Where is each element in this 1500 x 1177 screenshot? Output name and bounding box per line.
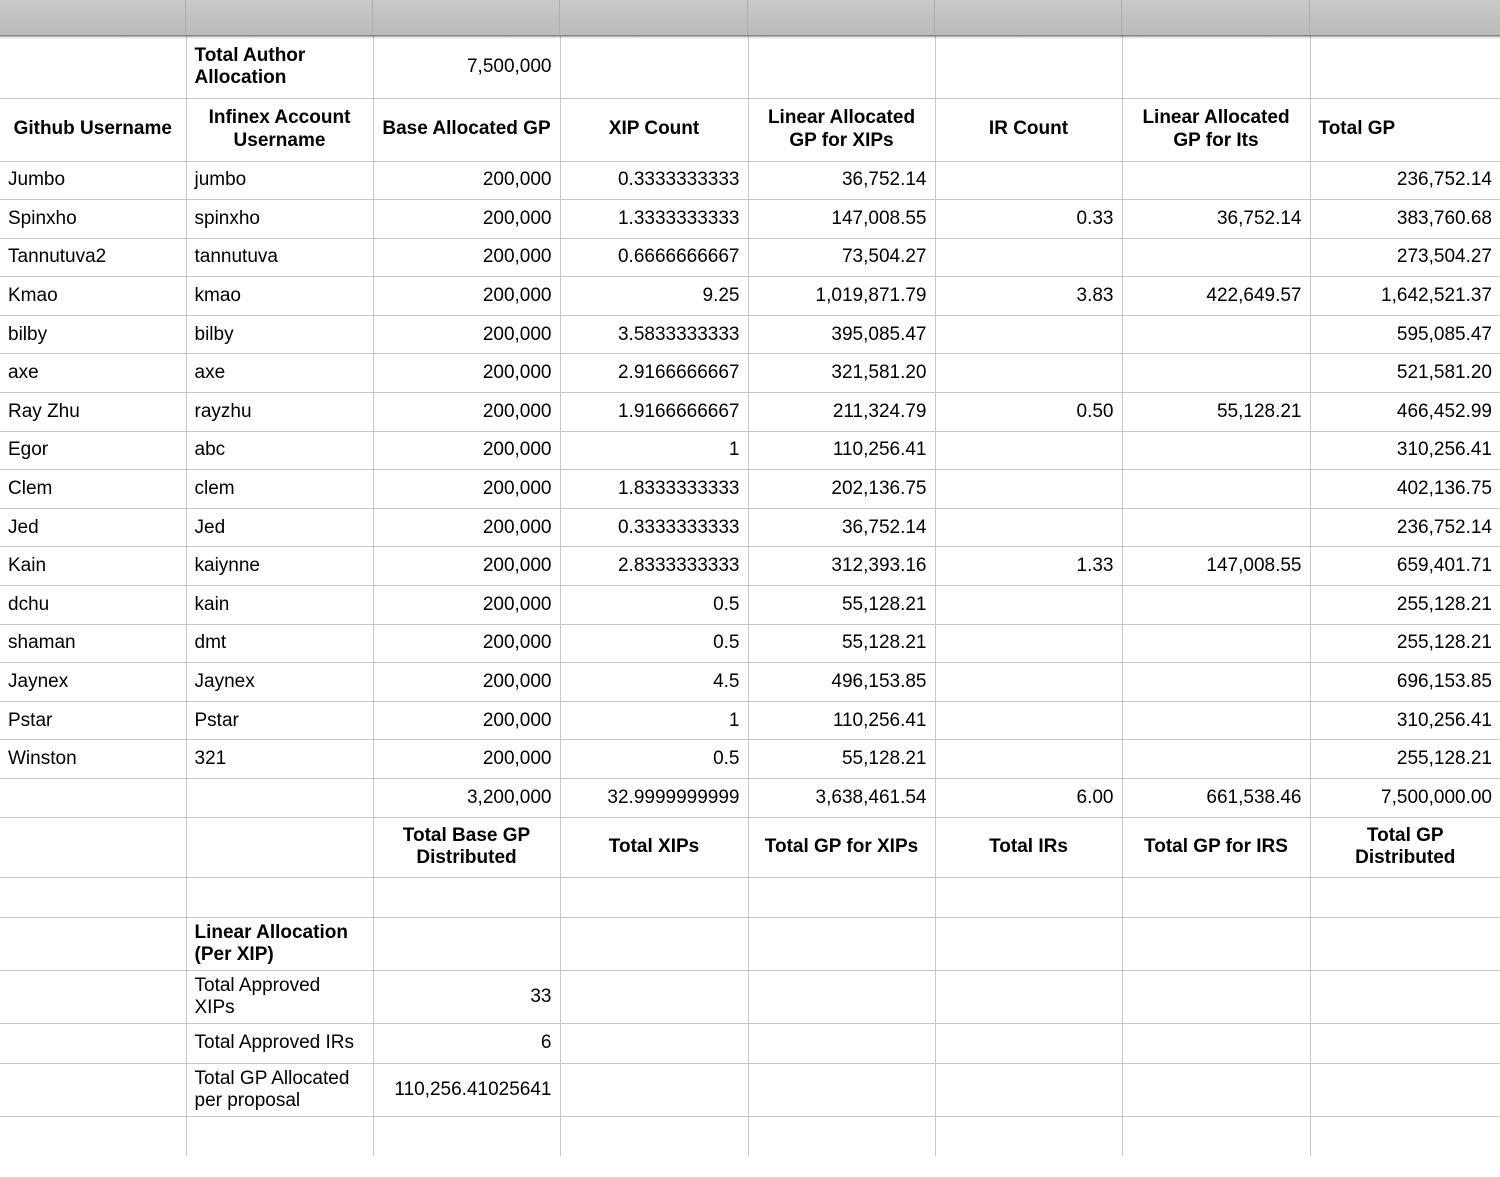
cell-github-username[interactable]: Kain (0, 547, 186, 586)
total-approved-irs-label[interactable]: Total Approved IRs (186, 1023, 373, 1063)
cell-base-allocated-gp[interactable]: 200,000 (373, 315, 560, 354)
cell-total-gp[interactable]: 383,760.68 (1310, 200, 1500, 239)
table-row (0, 354, 1500, 393)
empty-cell[interactable] (186, 877, 373, 917)
column-header-g[interactable] (1122, 0, 1310, 35)
empty-cell[interactable] (560, 36, 748, 98)
cell-infinex-username[interactable]: kmao (186, 277, 373, 316)
cell-ir-count[interactable] (935, 740, 1122, 779)
column-header-f[interactable] (935, 0, 1122, 35)
cell-github-username[interactable]: Ray Zhu (0, 393, 186, 432)
cell-linear-gp-irs[interactable] (1122, 740, 1310, 779)
column-header-c[interactable] (373, 0, 560, 35)
cell-xip-count[interactable]: 1.9166666667 (560, 393, 748, 432)
cell-github-username[interactable]: Egor (0, 431, 186, 470)
cell-total-gp[interactable]: 255,128.21 (1310, 586, 1500, 625)
header-github-username[interactable]: Github Username (0, 98, 186, 161)
empty-cell[interactable] (560, 917, 748, 970)
cell-ir-count[interactable] (935, 701, 1122, 740)
cell-total-gp[interactable]: 310,256.41 (1310, 701, 1500, 740)
cell-linear-gp-xips[interactable]: 110,256.41 (748, 431, 935, 470)
empty-cell[interactable] (748, 1116, 935, 1156)
cell-xip-count[interactable]: 0.5 (560, 740, 748, 779)
cell-xip-count[interactable]: 1 (560, 701, 748, 740)
cell-total-gp[interactable]: 236,752.14 (1310, 508, 1500, 547)
total-author-allocation-value[interactable]: 7,500,000 (373, 36, 560, 98)
cell-linear-gp-xips[interactable]: 55,128.21 (748, 586, 935, 625)
cell-xip-count[interactable]: 0.3333333333 (560, 161, 748, 200)
total-gp-per-proposal-row (0, 1063, 1500, 1116)
table-row (0, 701, 1500, 740)
empty-cell[interactable] (186, 1116, 373, 1156)
table-row (0, 161, 1500, 200)
rowhead-cell[interactable] (0, 779, 186, 818)
cell-ir-count[interactable] (935, 161, 1122, 200)
empty-cell[interactable] (935, 36, 1122, 98)
cell-ir-count[interactable] (935, 470, 1122, 509)
trailing-blank-row (0, 1116, 1500, 1156)
table-row (0, 547, 1500, 586)
empty-cell[interactable] (560, 1023, 748, 1063)
cell-linear-gp-xips[interactable]: 147,008.55 (748, 200, 935, 239)
totals-linear-gp-xips[interactable]: 3,638,461.54 (748, 779, 935, 818)
cell-linear-gp-xips[interactable]: 312,393.16 (748, 547, 935, 586)
cell-base-allocated-gp[interactable]: 200,000 (373, 547, 560, 586)
table-row (0, 200, 1500, 239)
column-header-strip (0, 0, 1500, 36)
cell-linear-gp-xips[interactable]: 1,019,871.79 (748, 277, 935, 316)
cell-infinex-username[interactable]: tannutuva (186, 238, 373, 277)
cell-infinex-username[interactable]: bilby (186, 315, 373, 354)
table-row (0, 663, 1500, 702)
rowhead-cell[interactable] (0, 917, 186, 970)
cell-total-gp[interactable]: 255,128.21 (1310, 624, 1500, 663)
empty-cell[interactable] (1310, 970, 1500, 1023)
total-approved-irs-row (0, 1023, 1500, 1063)
cell-total-gp[interactable]: 1,642,521.37 (1310, 277, 1500, 316)
header-infinex-username[interactable]: Infinex Account Username (186, 98, 373, 161)
empty-cell[interactable] (748, 877, 935, 917)
cell-infinex-username[interactable]: abc (186, 431, 373, 470)
cell-xip-count[interactable]: 0.3333333333 (560, 508, 748, 547)
cell-github-username[interactable]: Winston (0, 740, 186, 779)
empty-cell[interactable] (748, 1023, 935, 1063)
empty-cell[interactable] (748, 917, 935, 970)
cell-github-username[interactable]: axe (0, 354, 186, 393)
header-ir-count[interactable]: IR Count (935, 98, 1122, 161)
cell-total-gp[interactable]: 466,452.99 (1310, 393, 1500, 432)
cell-linear-gp-irs[interactable] (1122, 431, 1310, 470)
cell-linear-gp-xips[interactable]: 36,752.14 (748, 508, 935, 547)
rowhead-cell[interactable] (0, 1063, 186, 1116)
totals-label-total-gp-for-xips[interactable]: Total GP for XIPs (748, 817, 935, 877)
cell-base-allocated-gp[interactable]: 200,000 (373, 393, 560, 432)
total-approved-irs-value[interactable]: 6 (373, 1023, 560, 1063)
empty-cell[interactable] (1310, 917, 1500, 970)
rowhead-cell[interactable] (0, 817, 186, 877)
cell-base-allocated-gp[interactable]: 200,000 (373, 238, 560, 277)
cell-xip-count[interactable]: 1 (560, 431, 748, 470)
table-row (0, 624, 1500, 663)
cell-ir-count[interactable] (935, 663, 1122, 702)
rowhead-cell[interactable] (0, 1116, 186, 1156)
empty-cell[interactable] (935, 1116, 1122, 1156)
cell-total-gp[interactable]: 521,581.20 (1310, 354, 1500, 393)
empty-cell[interactable] (1122, 36, 1310, 98)
empty-cell[interactable] (1310, 1023, 1500, 1063)
rowhead-cell[interactable] (0, 36, 186, 98)
total-approved-xips-label[interactable]: Total Approved XIPs (186, 970, 373, 1023)
rowhead-cell[interactable] (0, 970, 186, 1023)
totals-base-allocated-gp[interactable]: 3,200,000 (373, 779, 560, 818)
cell-linear-gp-irs[interactable] (1122, 161, 1310, 200)
cell-ir-count[interactable]: 3.83 (935, 277, 1122, 316)
cell-linear-gp-irs[interactable] (1122, 315, 1310, 354)
cell-base-allocated-gp[interactable]: 200,000 (373, 161, 560, 200)
cell-linear-gp-xips[interactable]: 73,504.27 (748, 238, 935, 277)
cell-linear-gp-xips[interactable]: 36,752.14 (748, 161, 935, 200)
empty-cell[interactable] (1310, 1116, 1500, 1156)
totals-label-base-gp-distributed[interactable]: Total Base GP Distributed (373, 817, 560, 877)
empty-cell[interactable] (935, 970, 1122, 1023)
table-row (0, 277, 1500, 316)
spacer-row (0, 877, 1500, 917)
cell-xip-count[interactable]: 0.5 (560, 624, 748, 663)
cell-github-username[interactable]: Clem (0, 470, 186, 509)
empty-cell[interactable] (1122, 1023, 1310, 1063)
totals-linear-gp-irs[interactable]: 661,538.46 (1122, 779, 1310, 818)
cell-ir-count[interactable] (935, 586, 1122, 625)
cell-ir-count[interactable]: 0.50 (935, 393, 1122, 432)
empty-cell[interactable] (373, 877, 560, 917)
cell-linear-gp-irs[interactable]: 147,008.55 (1122, 547, 1310, 586)
empty-cell[interactable] (935, 1063, 1122, 1116)
cell-infinex-username[interactable]: clem (186, 470, 373, 509)
cell-linear-gp-xips[interactable]: 321,581.20 (748, 354, 935, 393)
empty-cell[interactable] (1310, 877, 1500, 917)
cell-base-allocated-gp[interactable]: 200,000 (373, 431, 560, 470)
totals-label-total-gp-for-irs[interactable]: Total GP for IRS (1122, 817, 1310, 877)
cell-linear-gp-irs[interactable] (1122, 470, 1310, 509)
empty-cell[interactable] (935, 1023, 1122, 1063)
cell-infinex-username[interactable]: kaiynne (186, 547, 373, 586)
header-linear-gp-xips[interactable]: Linear Allocated GP for XIPs (748, 98, 935, 161)
empty-cell[interactable] (560, 970, 748, 1023)
cell-base-allocated-gp[interactable]: 200,000 (373, 508, 560, 547)
totals-infinex-username[interactable] (186, 779, 373, 818)
cell-infinex-username[interactable]: Jed (186, 508, 373, 547)
header-xip-count[interactable]: XIP Count (560, 98, 748, 161)
cell-linear-gp-xips[interactable]: 211,324.79 (748, 393, 935, 432)
cell-total-gp[interactable]: 402,136.75 (1310, 470, 1500, 509)
rowhead-cell[interactable] (0, 1023, 186, 1063)
cell-infinex-username[interactable]: Pstar (186, 701, 373, 740)
table-header-row (0, 98, 1500, 161)
cell-xip-count[interactable]: 4.5 (560, 663, 748, 702)
cell-total-gp[interactable]: 659,401.71 (1310, 547, 1500, 586)
empty-cell[interactable] (935, 917, 1122, 970)
cell-infinex-username[interactable]: 321 (186, 740, 373, 779)
totals-values-row (0, 779, 1500, 818)
cell-total-gp[interactable]: 236,752.14 (1310, 161, 1500, 200)
empty-cell[interactable] (1122, 970, 1310, 1023)
empty-cell[interactable] (1122, 1063, 1310, 1116)
cell-xip-count[interactable]: 2.9166666667 (560, 354, 748, 393)
cell-github-username[interactable]: Spinxho (0, 200, 186, 239)
cell-base-allocated-gp[interactable]: 200,000 (373, 200, 560, 239)
header-base-allocated-gp[interactable]: Base Allocated GP (373, 98, 560, 161)
column-header-a[interactable] (0, 0, 186, 35)
cell-total-gp[interactable]: 273,504.27 (1310, 238, 1500, 277)
totals-xip-count[interactable]: 32.9999999999 (560, 779, 748, 818)
cell-ir-count[interactable] (935, 354, 1122, 393)
cell-xip-count[interactable]: 2.8333333333 (560, 547, 748, 586)
totals-label-total-gp-distributed[interactable]: Total GP Distributed (1310, 817, 1500, 877)
cell-base-allocated-gp[interactable]: 200,000 (373, 740, 560, 779)
cell-linear-gp-xips[interactable]: 55,128.21 (748, 624, 935, 663)
table-row (0, 315, 1500, 354)
totals-label-infinex-username[interactable] (186, 817, 373, 877)
total-approved-xips-value[interactable]: 33 (373, 970, 560, 1023)
table-row (0, 431, 1500, 470)
cell-xip-count[interactable]: 0.6666666667 (560, 238, 748, 277)
cell-github-username[interactable]: Jumbo (0, 161, 186, 200)
cell-base-allocated-gp[interactable]: 200,000 (373, 470, 560, 509)
empty-cell[interactable] (373, 1116, 560, 1156)
cell-ir-count[interactable]: 0.33 (935, 200, 1122, 239)
total-gp-per-proposal-label[interactable]: Total GP Allocated per proposal (186, 1063, 373, 1116)
cell-linear-gp-irs[interactable] (1122, 701, 1310, 740)
empty-cell[interactable] (748, 36, 935, 98)
empty-cell[interactable] (748, 1063, 935, 1116)
cell-linear-gp-irs[interactable] (1122, 354, 1310, 393)
empty-cell[interactable] (748, 970, 935, 1023)
column-header-h[interactable] (1310, 0, 1500, 35)
table-row (0, 393, 1500, 432)
cell-linear-gp-irs[interactable] (1122, 663, 1310, 702)
cell-total-gp[interactable]: 696,153.85 (1310, 663, 1500, 702)
cell-base-allocated-gp[interactable]: 200,000 (373, 277, 560, 316)
cell-linear-gp-irs[interactable] (1122, 624, 1310, 663)
cell-xip-count[interactable]: 1.3333333333 (560, 200, 748, 239)
cell-github-username[interactable]: bilby (0, 315, 186, 354)
total-author-allocation-row (0, 36, 1500, 98)
linear-allocation-title-row (0, 917, 1500, 970)
total-gp-per-proposal-value[interactable]: 110,256.41025641 (373, 1063, 560, 1116)
cell-base-allocated-gp[interactable]: 200,000 (373, 624, 560, 663)
empty-cell[interactable] (373, 917, 560, 970)
cell-ir-count[interactable] (935, 238, 1122, 277)
cell-github-username[interactable]: Jed (0, 508, 186, 547)
empty-cell[interactable] (560, 1063, 748, 1116)
totals-labels-row (0, 817, 1500, 877)
cell-github-username[interactable]: Kmao (0, 277, 186, 316)
cell-linear-gp-irs[interactable] (1122, 508, 1310, 547)
table-row (0, 586, 1500, 625)
cell-linear-gp-xips[interactable]: 55,128.21 (748, 740, 935, 779)
cell-base-allocated-gp[interactable]: 200,000 (373, 586, 560, 625)
cell-ir-count[interactable] (935, 624, 1122, 663)
cell-ir-count[interactable] (935, 508, 1122, 547)
cell-linear-gp-xips[interactable]: 202,136.75 (748, 470, 935, 509)
cell-xip-count[interactable]: 9.25 (560, 277, 748, 316)
table-row (0, 740, 1500, 779)
cell-linear-gp-irs[interactable]: 55,128.21 (1122, 393, 1310, 432)
empty-cell[interactable] (1310, 1063, 1500, 1116)
totals-label-total-irs[interactable]: Total IRs (935, 817, 1122, 877)
cell-infinex-username[interactable]: axe (186, 354, 373, 393)
cell-ir-count[interactable] (935, 315, 1122, 354)
cell-github-username[interactable]: shaman (0, 624, 186, 663)
rowhead-cell[interactable] (0, 877, 186, 917)
cell-total-gp[interactable]: 255,128.21 (1310, 740, 1500, 779)
header-total-gp[interactable]: Total GP (1310, 98, 1500, 161)
cell-base-allocated-gp[interactable]: 200,000 (373, 354, 560, 393)
cell-base-allocated-gp[interactable]: 200,000 (373, 701, 560, 740)
table-row (0, 508, 1500, 547)
linear-allocation-title[interactable]: Linear Allocation (Per XIP) (186, 917, 373, 970)
totals-label-total-xips[interactable]: Total XIPs (560, 817, 748, 877)
cell-github-username[interactable]: Tannutuva2 (0, 238, 186, 277)
cell-infinex-username[interactable]: spinxho (186, 200, 373, 239)
cell-xip-count[interactable]: 1.8333333333 (560, 470, 748, 509)
empty-cell[interactable] (560, 877, 748, 917)
cell-linear-gp-irs[interactable]: 422,649.57 (1122, 277, 1310, 316)
column-header-d[interactable] (560, 0, 748, 35)
totals-ir-count[interactable]: 6.00 (935, 779, 1122, 818)
cell-total-gp[interactable]: 310,256.41 (1310, 431, 1500, 470)
cell-xip-count[interactable]: 0.5 (560, 586, 748, 625)
header-linear-gp-irs[interactable]: Linear Allocated GP for Its (1122, 98, 1310, 161)
empty-cell[interactable] (560, 1116, 748, 1156)
cell-github-username[interactable]: Pstar (0, 701, 186, 740)
empty-cell[interactable] (1122, 1116, 1310, 1156)
empty-cell[interactable] (935, 877, 1122, 917)
cell-infinex-username[interactable]: Jaynex (186, 663, 373, 702)
empty-cell[interactable] (1122, 917, 1310, 970)
cell-base-allocated-gp[interactable]: 200,000 (373, 663, 560, 702)
cell-total-gp[interactable]: 595,085.47 (1310, 315, 1500, 354)
cell-linear-gp-xips[interactable]: 395,085.47 (748, 315, 935, 354)
cell-linear-gp-xips[interactable]: 496,153.85 (748, 663, 935, 702)
cell-linear-gp-irs[interactable] (1122, 238, 1310, 277)
empty-cell[interactable] (1122, 877, 1310, 917)
cell-github-username[interactable]: Jaynex (0, 663, 186, 702)
allocation-table (0, 36, 1500, 1156)
cell-linear-gp-irs[interactable] (1122, 586, 1310, 625)
cell-infinex-username[interactable]: jumbo (186, 161, 373, 200)
column-header-b[interactable] (186, 0, 373, 35)
cell-infinex-username[interactable]: kain (186, 586, 373, 625)
cell-ir-count[interactable]: 1.33 (935, 547, 1122, 586)
cell-xip-count[interactable]: 3.5833333333 (560, 315, 748, 354)
cell-linear-gp-xips[interactable]: 110,256.41 (748, 701, 935, 740)
total-approved-xips-row (0, 970, 1500, 1023)
total-author-allocation-label[interactable]: Total Author Allocation (186, 36, 373, 98)
column-header-e[interactable] (748, 0, 935, 35)
cell-infinex-username[interactable]: rayzhu (186, 393, 373, 432)
cell-linear-gp-irs[interactable]: 36,752.14 (1122, 200, 1310, 239)
table-row (0, 470, 1500, 509)
cell-infinex-username[interactable]: dmt (186, 624, 373, 663)
totals-total-gp[interactable]: 7,500,000.00 (1310, 779, 1500, 818)
cell-ir-count[interactable] (935, 431, 1122, 470)
table-row (0, 238, 1500, 277)
empty-cell[interactable] (1310, 36, 1500, 98)
cell-github-username[interactable]: dchu (0, 586, 186, 625)
